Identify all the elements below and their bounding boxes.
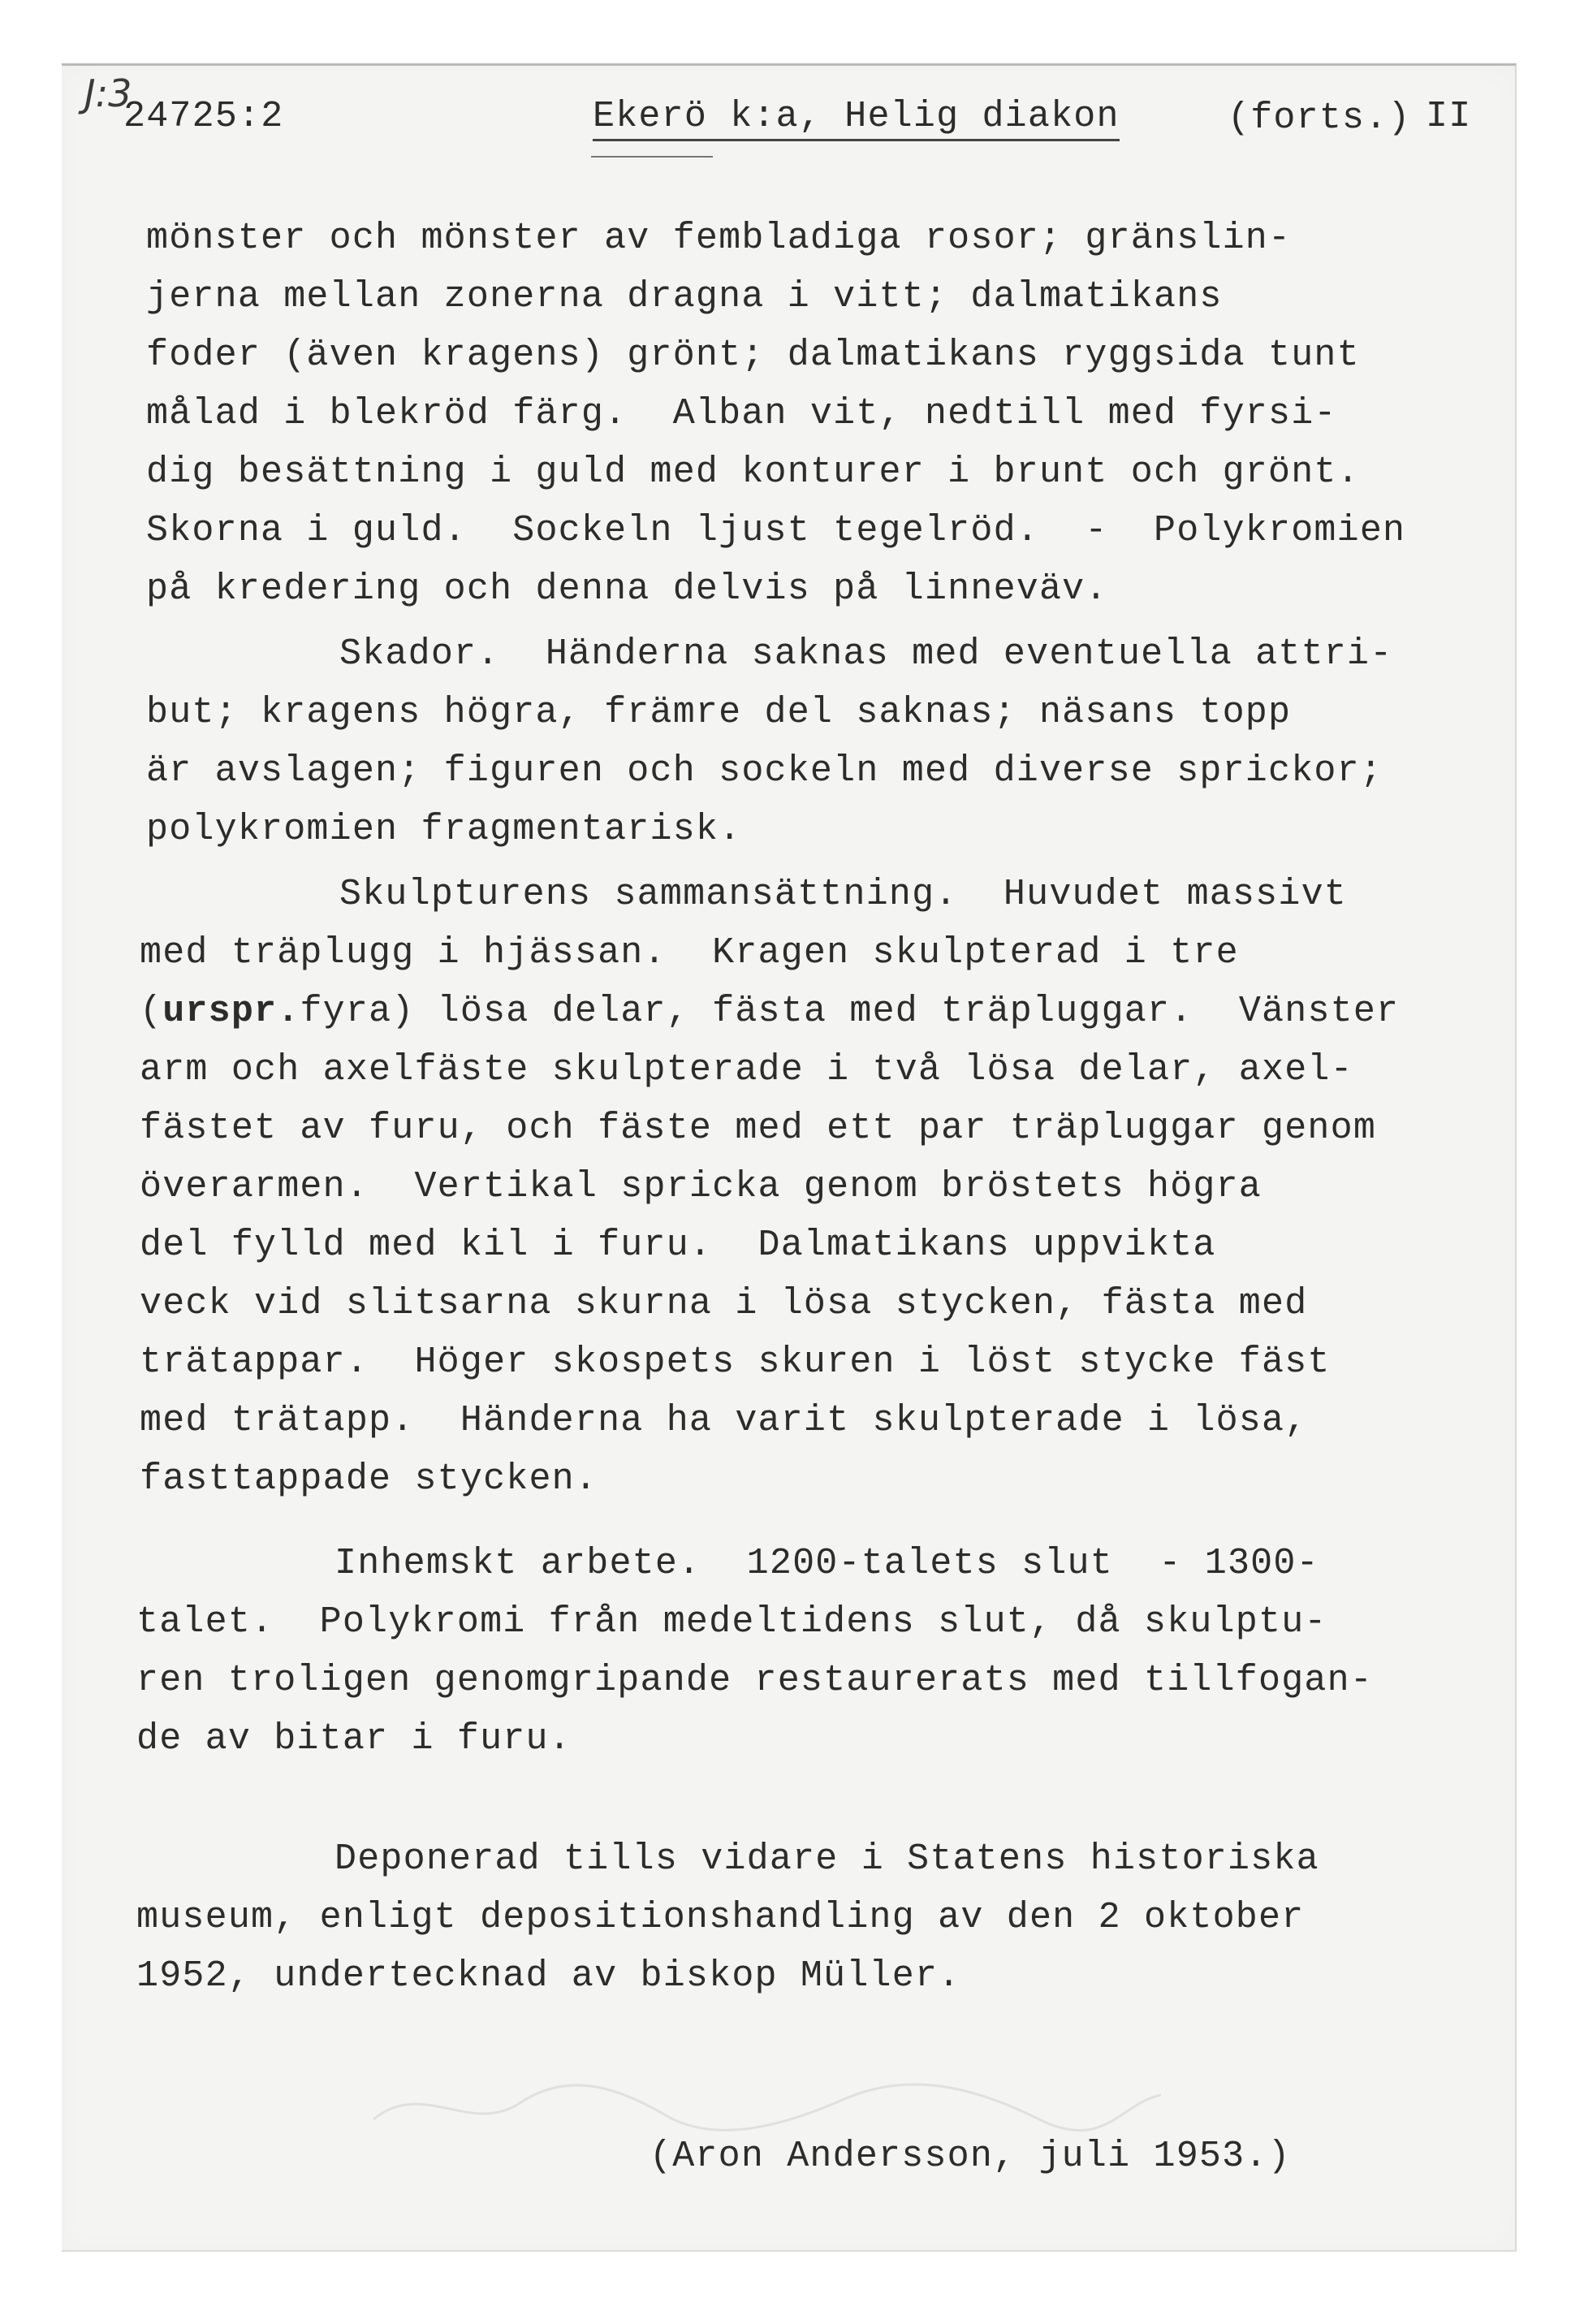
text-line: veck vid slitsarna skurna i lösa stycken, fästa med (140, 1283, 1308, 1324)
text-line: mönster och mönster av fembladiga rosor; gränslin- (146, 218, 1292, 259)
text-line: överarmen. Vertikal spricka genom bröstets högra (140, 1166, 1262, 1207)
text-line: but; kragens högra, främre del saknas; näsans topp (146, 692, 1292, 733)
text-line-with-insert (140, 991, 1399, 1032)
handwritten-mark: J:3 (84, 71, 132, 115)
faint-signature-mark (357, 2071, 1169, 2144)
bold-insert: urspr. (162, 991, 300, 1032)
text-line: på kredering och denna delvis på linneväv. (146, 568, 1108, 610)
text-line: museum, enligt depositionshandling av den 2 oktober (136, 1897, 1305, 1938)
text-line: talet. Polykromi från medeltidens slut, då skulptu- (136, 1601, 1327, 1643)
text-line: med träplugg i hjässan. Kragen skulpterad i tre (140, 932, 1239, 974)
text-line: 1952, undertecknad av biskop Müller. (136, 1955, 961, 1997)
text-line: arm och axelfäste skulpterade i två lösa delar, axel- (140, 1049, 1353, 1091)
card-number: 24725:2 (123, 96, 284, 137)
text-line: Skorna i guld. Sockeln ljust tegelröd. - Polykromien (146, 510, 1406, 551)
text-line: del fylld med kil i furu. Dalmatikans uppvikta (140, 1225, 1216, 1266)
attribution: (Aron Andersson, juli 1953.) (650, 2136, 1291, 2177)
text-line: Deponerad tills vidare i Statens historiska (334, 1838, 1319, 1880)
text-line: jerna mellan zonerna dragna i vitt; dalmatikans (146, 276, 1223, 317)
text-line: polykromien fragmentarisk. (146, 809, 742, 850)
page-roman-numeral: II (1426, 96, 1472, 137)
text-line: ren troligen genomgripande restaurerats med tillfogan- (136, 1660, 1374, 1701)
text-line: Skulpturens sammansättning. Huvudet massivt (339, 874, 1347, 915)
open-paren: ( (140, 991, 163, 1032)
text-line: fasttappade stycken. (140, 1458, 598, 1500)
text-line: foder (även kragens) grönt; dalmatikans ryggsida tunt (146, 335, 1360, 376)
text-line: är avslagen; figuren och sockeln med diverse sprickor; (146, 750, 1383, 792)
text-line: målad i blekröd färg. Alban vit, nedtill med fyrsi- (146, 393, 1337, 434)
text-line: Inhemskt arbete. 1200-talets slut - 1300- (334, 1543, 1319, 1584)
line-remainder: fyra) lösa delar, fästa med träpluggar. Vänster (300, 991, 1400, 1032)
text-line: trätappar. Höger skospets skuren i löst stycke fäst (140, 1341, 1331, 1383)
text-line: de av bitar i furu. (136, 1718, 572, 1760)
text-line: Skador. Händerna saknas med eventuella attri- (339, 633, 1393, 675)
continuation-label: (forts.) (1228, 97, 1411, 139)
title-underline-mark (591, 156, 713, 158)
text-line: med trätapp. Händerna ha varit skulpterade i lösa, (140, 1400, 1308, 1441)
text-line: fästet av furu, och fäste med ett par träpluggar genom (140, 1108, 1377, 1149)
card-title: Ekerö k:a, Helig diakon (593, 96, 1120, 141)
text-line: dig besättning i guld med konturer i brunt och grönt. (146, 451, 1360, 493)
